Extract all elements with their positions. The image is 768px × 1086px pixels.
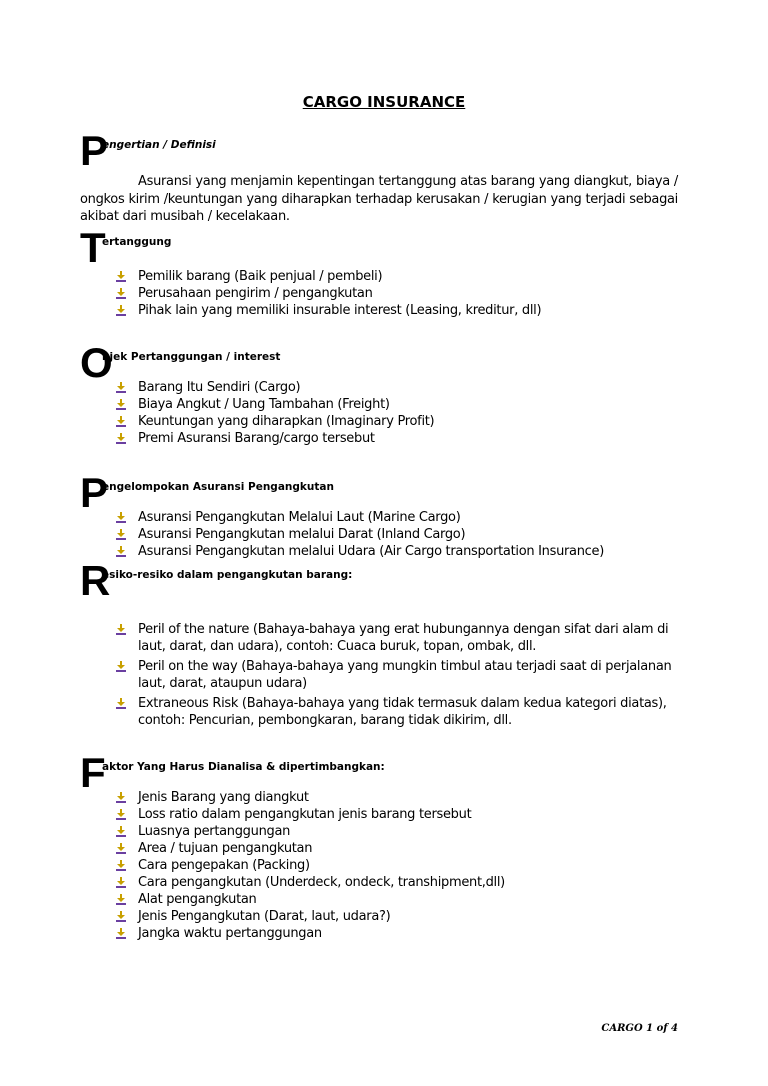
arrow-down-bullet-icon bbox=[116, 433, 126, 444]
list-item bbox=[116, 806, 678, 823]
section-heading: engelompokan Asuransi Pengangkutan bbox=[102, 481, 334, 493]
arrow-down-bullet-icon bbox=[116, 860, 126, 871]
list-item bbox=[116, 430, 678, 447]
arrow-down-bullet-icon bbox=[116, 529, 126, 540]
list-item bbox=[116, 396, 678, 413]
arrow-down-bullet-icon bbox=[116, 843, 126, 854]
section-paragraph bbox=[80, 173, 678, 226]
list-item-text: Peril on the way (Bahaya-bahaya yang mungkin timbul atau terjadi saat di perjalanan laut, darat, ataupun udara) bbox=[138, 659, 672, 691]
list-item bbox=[116, 413, 678, 430]
list-item-text: Premi Asuransi Barang/cargo tersebut bbox=[138, 431, 375, 446]
list-item bbox=[116, 285, 678, 302]
list-item-text: Pemilik barang (Baik penjual / pembeli) bbox=[138, 269, 383, 284]
list-item-text: Pihak lain yang memiliki insurable interest (Leasing, kreditur, dll) bbox=[138, 303, 542, 318]
list-item bbox=[116, 543, 678, 560]
list-item-text: Perusahaan pengirim / pengangkutan bbox=[138, 286, 373, 301]
page-footer: CARGO 1 of 4 bbox=[601, 1023, 678, 1034]
list-item bbox=[116, 925, 678, 942]
list-item bbox=[116, 891, 678, 908]
list-item-text: Jangka waktu pertanggungan bbox=[138, 926, 322, 941]
section-heading: esiko-resiko dalam pengangkutan barang: bbox=[102, 569, 353, 581]
list-item bbox=[116, 874, 678, 891]
list-item-text: Loss ratio dalam pengangkutan jenis barang tersebut bbox=[138, 807, 472, 822]
section-heading: ertanggung bbox=[102, 236, 172, 248]
list-item bbox=[116, 908, 678, 925]
drop-cap: R bbox=[80, 557, 111, 604]
arrow-down-bullet-icon bbox=[116, 809, 126, 820]
arrow-down-bullet-icon bbox=[116, 416, 126, 427]
bullet-list bbox=[116, 621, 678, 732]
list-item bbox=[116, 621, 678, 655]
list-item-text: Extraneous Risk (Bahaya-bahaya yang tidak termasuk dalam kedua kategori diatas), contoh: Pencurian, pembongkaran, barang tidak dikirim, dll. bbox=[138, 696, 667, 728]
arrow-down-bullet-icon bbox=[116, 877, 126, 888]
list-item bbox=[116, 840, 678, 857]
list-item-text: Jenis Barang yang diangkut bbox=[138, 790, 309, 805]
bullet-list bbox=[116, 379, 678, 447]
page-title: CARGO INSURANCE bbox=[302, 93, 466, 111]
section-heading: bjek Pertanggungan / interest bbox=[102, 351, 281, 363]
arrow-down-bullet-icon bbox=[116, 894, 126, 905]
arrow-down-bullet-icon bbox=[116, 661, 126, 672]
list-item bbox=[116, 509, 678, 526]
list-item-text: Asuransi Pengangkutan melalui Darat (Inland Cargo) bbox=[138, 527, 466, 542]
bullet-list bbox=[116, 268, 678, 319]
arrow-down-bullet-icon bbox=[116, 826, 126, 837]
list-item-text: Jenis Pengangkutan (Darat, laut, udara?) bbox=[138, 909, 391, 924]
list-item-text: Barang Itu Sendiri (Cargo) bbox=[138, 380, 301, 395]
arrow-down-bullet-icon bbox=[116, 271, 126, 282]
list-item bbox=[116, 379, 678, 396]
arrow-down-bullet-icon bbox=[116, 546, 126, 557]
arrow-down-bullet-icon bbox=[116, 305, 126, 316]
arrow-down-bullet-icon bbox=[116, 512, 126, 523]
list-item-text: Keuntungan yang diharapkan (Imaginary Profit) bbox=[138, 414, 435, 429]
list-item-text: Asuransi Pengangkutan Melalui Laut (Marine Cargo) bbox=[138, 510, 461, 525]
list-item-text: Cara pengepakan (Packing) bbox=[138, 858, 310, 873]
list-item-text: Area / tujuan pengangkutan bbox=[138, 841, 313, 856]
drop-cap: P bbox=[80, 127, 109, 174]
list-item-text: Biaya Angkut / Uang Tambahan (Freight) bbox=[138, 397, 390, 412]
list-item-text: Asuransi Pengangkutan melalui Udara (Air Cargo transportation Insurance) bbox=[138, 544, 604, 559]
list-item bbox=[116, 526, 678, 543]
section-heading: aktor Yang Harus Dianalisa & dipertimbangkan: bbox=[102, 761, 385, 773]
list-item bbox=[116, 695, 678, 729]
list-item-text: Alat pengangkutan bbox=[138, 892, 257, 907]
list-item bbox=[116, 658, 678, 692]
arrow-down-bullet-icon bbox=[116, 624, 126, 635]
list-item-text: Peril of the nature (Bahaya-bahaya yang erat hubungannya dengan sifat dari alam di laut, darat, dan udara), contoh: Cuaca buruk, topan, ombak, dll. bbox=[138, 622, 669, 654]
list-item bbox=[116, 857, 678, 874]
drop-cap: P bbox=[80, 469, 109, 516]
list-item bbox=[116, 823, 678, 840]
list-item bbox=[116, 302, 678, 319]
arrow-down-bullet-icon bbox=[116, 792, 126, 803]
bullet-list bbox=[116, 509, 678, 560]
drop-cap: T bbox=[80, 224, 106, 271]
list-item-text: Luasnya pertanggungan bbox=[138, 824, 291, 839]
arrow-down-bullet-icon bbox=[116, 911, 126, 922]
bullet-list bbox=[116, 789, 678, 942]
arrow-down-bullet-icon bbox=[116, 399, 126, 410]
list-item bbox=[116, 789, 678, 806]
drop-cap: O bbox=[80, 339, 113, 386]
arrow-down-bullet-icon bbox=[116, 288, 126, 299]
list-item-text: Cara pengangkutan (Underdeck, ondeck, transhipment,dll) bbox=[138, 875, 505, 890]
arrow-down-bullet-icon bbox=[116, 928, 126, 939]
drop-cap: F bbox=[80, 749, 106, 796]
list-item bbox=[116, 268, 678, 285]
paragraph-text: Asuransi yang menjamin kepentingan tertanggung atas barang yang diangkut, biaya / ongkos kirim /keuntungan yang diharapkan terhadap kerusakan / kerugian yang terjadi sebagai akibat dari musibah / kecelakaan. bbox=[80, 174, 678, 224]
arrow-down-bullet-icon bbox=[116, 698, 126, 709]
section-heading: engertian / Definisi bbox=[102, 139, 216, 151]
arrow-down-bullet-icon bbox=[116, 382, 126, 393]
